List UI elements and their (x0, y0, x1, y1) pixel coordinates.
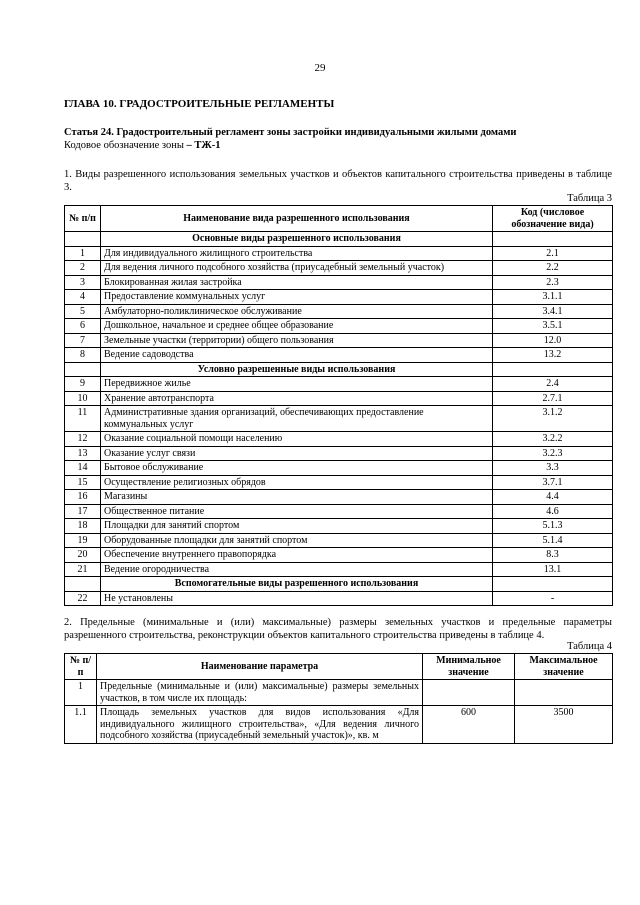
table-row (65, 504, 613, 519)
row-code: 2.1 (493, 246, 613, 261)
row-number: 3 (65, 275, 101, 290)
row-number: 18 (65, 519, 101, 534)
row-number: 7 (65, 333, 101, 348)
table-row (65, 490, 613, 505)
param-min (423, 680, 515, 706)
row-number: 14 (65, 461, 101, 476)
row-number: 5 (65, 304, 101, 319)
table-row (65, 519, 613, 534)
row-name: Оборудованные площадки для занятий спортом (101, 533, 493, 548)
row-name: Административные здания организаций, обеспечивающих предоставление коммунальных услуг (101, 406, 493, 432)
param-max (515, 680, 613, 706)
row-code: - (493, 591, 613, 606)
table-3 (64, 205, 613, 606)
param-max: 3500 (515, 706, 613, 744)
table-row (65, 391, 613, 406)
row-code: 4.4 (493, 490, 613, 505)
zone-code-line: Кодовое обозначение зоны – ТЖ-1 (64, 140, 221, 151)
row-name: Не установлены (101, 591, 493, 606)
t4-header-max: Максимальное значение (515, 654, 613, 680)
row-name: Хранение автотранспорта (101, 391, 493, 406)
row-number: 22 (65, 591, 101, 606)
row-name: Обеспечение внутреннего правопорядка (101, 548, 493, 563)
row-name: Магазины (101, 490, 493, 505)
row-number: 20 (65, 548, 101, 563)
chapter-title: ГЛАВА 10. ГРАДОСТРОИТЕЛЬНЫЕ РЕГЛАМЕНТЫ (64, 98, 335, 110)
section-empty-cell (493, 362, 613, 377)
table-row (65, 680, 613, 706)
row-name: Оказание услуг связи (101, 446, 493, 461)
row-number: 13 (65, 446, 101, 461)
row-number: 2 (65, 261, 101, 276)
table-row (65, 261, 613, 276)
row-code: 2.4 (493, 377, 613, 392)
section-row (65, 232, 613, 247)
row-name: Ведение огородничества (101, 562, 493, 577)
row-code: 3.7.1 (493, 475, 613, 490)
row-code: 2.2 (493, 261, 613, 276)
table3-caption: Таблица 3 (567, 193, 612, 204)
row-code: 2.7.1 (493, 391, 613, 406)
table-row (65, 304, 613, 319)
table-row (65, 290, 613, 305)
section-empty-cell (65, 232, 101, 247)
row-number: 12 (65, 432, 101, 447)
row-code: 12.0 (493, 333, 613, 348)
table-row (65, 706, 613, 744)
row-name: Передвижное жилье (101, 377, 493, 392)
row-code: 3.2.2 (493, 432, 613, 447)
row-code: 2.3 (493, 275, 613, 290)
param-number: 1 (65, 680, 97, 706)
row-number: 9 (65, 377, 101, 392)
row-code: 3.2.3 (493, 446, 613, 461)
table-row (65, 246, 613, 261)
t4-header-num: № п/п (65, 654, 97, 680)
row-name: Оказание социальной помощи населению (101, 432, 493, 447)
row-name: Ведение садоводства (101, 348, 493, 363)
row-name: Площадки для занятий спортом (101, 519, 493, 534)
row-code: 8.3 (493, 548, 613, 563)
param-number: 1.1 (65, 706, 97, 744)
table-row (65, 446, 613, 461)
row-number: 6 (65, 319, 101, 334)
row-code: 3.4.1 (493, 304, 613, 319)
page-number: 29 (314, 62, 326, 74)
section-title: Вспомогательные виды разрешенного использования (101, 577, 493, 592)
section-title: Основные виды разрешенного использования (101, 232, 493, 247)
row-number: 10 (65, 391, 101, 406)
article-title: Статья 24. Градостроительный регламент зоны застройки индивидуальными жилыми домами (64, 127, 517, 138)
t4-header-min: Минимальное значение (423, 654, 515, 680)
table-row (65, 348, 613, 363)
section-row (65, 577, 613, 592)
row-name: Земельные участки (территории) общего пользования (101, 333, 493, 348)
table-row (65, 533, 613, 548)
row-name: Дошкольное, начальное и среднее общее образование (101, 319, 493, 334)
row-number: 15 (65, 475, 101, 490)
article-header (64, 126, 612, 152)
row-name: Осуществление религиозных обрядов (101, 475, 493, 490)
row-number: 21 (65, 562, 101, 577)
param-name: Предельные (минимальные и (или) максимальные) размеры земельных участков, в том числе их площадь: (97, 680, 423, 706)
row-code: 13.1 (493, 562, 613, 577)
row-name: Предоставление коммунальных услуг (101, 290, 493, 305)
section-empty-cell (493, 577, 613, 592)
section-row (65, 362, 613, 377)
row-code: 3.1.2 (493, 406, 613, 432)
table4-caption: Таблица 4 (567, 641, 612, 652)
table-row (65, 406, 613, 432)
table-row (65, 377, 613, 392)
row-name: Для индивидуального жилищного строительства (101, 246, 493, 261)
section-empty-cell (65, 577, 101, 592)
table-row (65, 548, 613, 563)
row-code: 3.1.1 (493, 290, 613, 305)
row-number: 19 (65, 533, 101, 548)
row-number: 8 (65, 348, 101, 363)
t4-header-name: Наименование параметра (97, 654, 423, 680)
row-code: 13.2 (493, 348, 613, 363)
row-name: Блокированная жилая застройка (101, 275, 493, 290)
row-name: Бытовое обслуживание (101, 461, 493, 476)
section-empty-cell (493, 232, 613, 247)
table-row (65, 475, 613, 490)
table-row (65, 333, 613, 348)
row-name: Общественное питание (101, 504, 493, 519)
paragraph-1: 1. Виды разрешенного использования земельных участков и объектов капитального строительства приведены в таблице 3. (64, 169, 612, 193)
table-row (65, 461, 613, 476)
param-min: 600 (423, 706, 515, 744)
table-row (65, 432, 613, 447)
col-header-name: Наименование вида разрешенного использования (101, 206, 493, 232)
row-number: 16 (65, 490, 101, 505)
row-code: 5.1.4 (493, 533, 613, 548)
paragraph-2: 2. Предельные (минимальные и (или) максимальные) размеры земельных участков и предельные параметры разрешенного строительства, реконструкции объектов капитального строительства приведены в таблице 4. (64, 617, 612, 641)
row-code: 3.3 (493, 461, 613, 476)
table-row (65, 275, 613, 290)
row-number: 17 (65, 504, 101, 519)
row-code: 3.5.1 (493, 319, 613, 334)
section-title: Условно разрешенные виды использования (101, 362, 493, 377)
table-4 (64, 653, 613, 744)
row-number: 1 (65, 246, 101, 261)
table-row (65, 562, 613, 577)
col-header-code: Код (числовое обозначение вида) (493, 206, 613, 232)
row-code: 5.1.3 (493, 519, 613, 534)
table-row (65, 591, 613, 606)
row-name: Амбулаторно-поликлиническое обслуживание (101, 304, 493, 319)
row-number: 11 (65, 406, 101, 432)
row-number: 4 (65, 290, 101, 305)
row-name: Для ведения личного подсобного хозяйства (приусадебный земельный участок) (101, 261, 493, 276)
zone-code: – ТЖ-1 (183, 140, 221, 151)
param-name: Площадь земельных участков для видов использования «Для индивидуального жилищного строительства», «Для ведения личного подсобного хозяйства (приусадебный земельный участок)», кв. м (97, 706, 423, 744)
section-empty-cell (65, 362, 101, 377)
table-row (65, 319, 613, 334)
row-code: 4.6 (493, 504, 613, 519)
col-header-num: № п/п (65, 206, 101, 232)
